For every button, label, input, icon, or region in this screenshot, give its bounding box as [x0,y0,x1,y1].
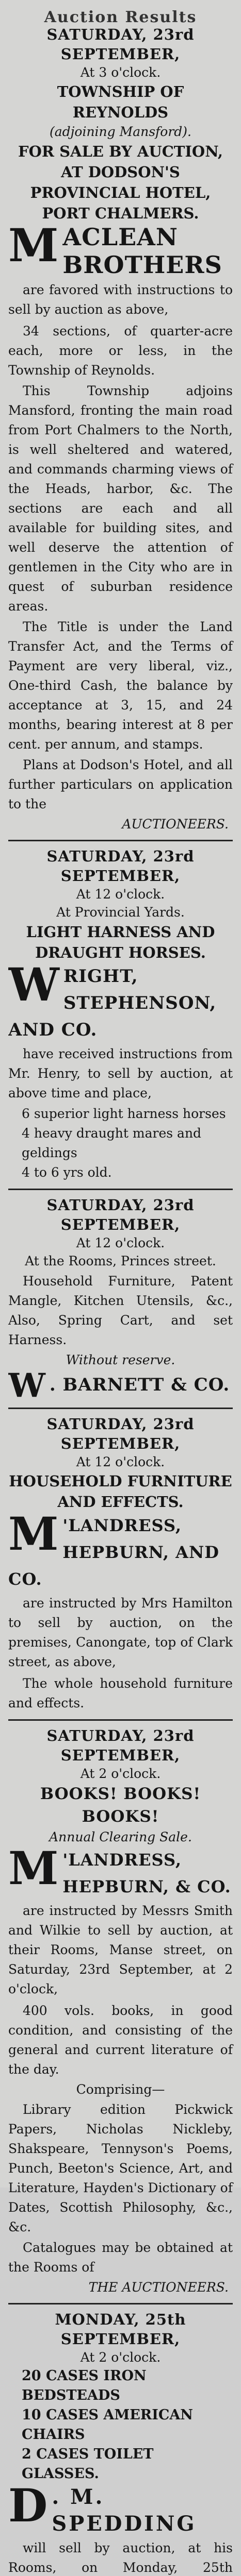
auctioneer-name: 'LANDRESS, HEPBURN, & CO. [62,1850,231,1896]
ad-paragraph: are favored with instructions to sell by auction as above, [8,282,233,317]
ad-paragraph: This Township adjoins Mansford, fronting the main road from Port Chalmers to the North, is well sheltered and watered, and commands charming views of the Heads, harbor, &c. The sections are each and all available for building sites, and well deserve the attention of gentlemen in the City who are in quest of suburban residence areas. [8,383,233,614]
lot-line: 2 CASES TOILET GLASSES. [22,2446,154,2482]
column-rule [8,1189,233,1190]
ad-line: AT DODSON'S PROVINCIAL HOTEL, [30,163,211,201]
ad-paragraph: 400 vols. books, in good condition, and consisting of the general and current literature of the day. [8,2003,233,2077]
drop-cap: W [8,963,59,1011]
ad-paragraph: The whole household furniture and effects. [8,1676,233,1710]
ad-paragraph: will sell by auction, at his Rooms, on Monday, 25th [8,2540,233,2575]
ad-paragraph: The Title is under the Land Transfer Act, and the Terms of Payment are very liberal, viz., One-third Cash, the balance by acceptance at 3, 15, and 24 months, bearing interest at 8 per cent. per annum, and stamps. [8,619,233,752]
ad-paragraph: Plans at Dodson's Hotel, and all further particulars on application to the [8,757,233,811]
drop-cap: M [8,224,59,272]
ad-line: PORT CHALMERS. [42,205,199,222]
ad-light-harness [8,846,233,1182]
auctioneer-name: ACLEAN BROTHERS [62,224,222,279]
column-heading: Auction Results [44,8,197,26]
drop-cap: M [8,1846,59,1895]
ad-date: MONDAY, 25th SEPTEMBER, [55,2311,186,2348]
lot-line: 10 CASES AMERICAN CHAIRS [22,2407,193,2443]
ad-paragraph: Comprising— [76,2082,165,2097]
auctioneer-name: RIGHT, STEPHENSON, AND CO. [8,966,217,1040]
auctioneer-name: . BARNETT & CO. [49,1375,230,1395]
ad-time: At 12 o'clock. [76,887,165,902]
lot-line: 4 to 6 yrs old. [22,1165,112,1180]
ad-date: SATURDAY, 23rd SEPTEMBER, [46,1415,195,1452]
drop-cap: D [8,2484,48,2532]
drop-cap: W [8,1369,45,1401]
ad-date: SATURDAY, 23rd SEPTEMBER, [46,1727,195,1764]
auctioneer-name: . M. SPEDDING [52,2485,197,2536]
ad-note: Without reserve. [66,1352,175,1367]
ad-township-reynolds [8,25,233,834]
column-rule [8,840,233,841]
ad-heading: TOWNSHIP OF REYNOLDS [57,83,184,121]
ad-place: At the Rooms, Princes street. [25,1253,216,1268]
ad-line: FOR SALE BY AUCTION, [18,143,223,160]
ad-household-effects [8,1414,233,1713]
ad-paragraph: Library edition Pickwick Papers, Nicholas Nickleby, Shakspeare, Tennyson's Poems, Punch, Beeton's Science, Art, and Literature, Hayden's Dictionary of Dates, Scottish Philosophy, &c., &c. [8,2102,233,2234]
ad-place: At Provincial Yards. [56,905,185,920]
ad-time: At 12 o'clock. [76,1454,165,1469]
ad-paragraph: Household Furniture, Patent Mangle, Kitchen Utensils, &c., Also, Spring Cart, and set Harness. [8,1274,233,1347]
ad-heading: BOOKS! BOOKS! BOOKS! [40,1785,201,1826]
ad-signature: AUCTIONEERS. [122,817,229,832]
ad-paragraph: are instructed by Mrs Hamilton to sell by auction, on the premises, Canongate, top of Clark street, as above, [8,1596,233,1669]
ad-date: SATURDAY, 23rd SEPTEMBER, [46,26,195,63]
ad-household-rooms [8,1195,233,1401]
ad-iron-bedsteads [8,2310,233,2576]
lot-line: 6 superior light harness horses [22,1106,226,1121]
column-rule [8,1408,233,1409]
ad-signature: THE AUCTIONEERS. [88,2280,229,2295]
ad-heading: LIGHT HARNESS AND DRAUGHT HORSES. [26,923,215,961]
ad-paragraph: are instructed by Messrs Smith and Wilkie to sell by auction, at their Rooms, Manse street, on Saturday, 23rd September, at 2 o'clock, [8,1903,233,1996]
drop-cap: M [8,1512,59,1561]
lot-line: 4 heavy draught mares and geldings [22,1126,202,1160]
lot-line: 20 CASES IRON BEDSTEADS [22,2368,147,2403]
ad-paragraph: Catalogues may be obtained at the Rooms of [8,2240,233,2275]
ad-date: SATURDAY, 23rd SEPTEMBER, [46,848,195,885]
ad-time: At 3 o'clock. [80,65,161,80]
auctioneer-name: 'LANDRESS, HEPBURN, AND CO. [8,1516,219,1589]
column-rule [8,1719,233,1721]
ad-time: At 2 o'clock. [80,1766,161,1781]
ad-time: At 12 o'clock. [76,1235,165,1250]
ad-heading: HOUSEHOLD FURNITURE AND EFFECTS. [9,1472,232,1511]
ad-time: At 2 o'clock. [80,2350,161,2365]
ad-books [8,1726,233,2297]
column-rule [8,2303,233,2304]
ad-date: SATURDAY, 23rd SEPTEMBER, [46,1196,195,1233]
ad-paragraph: have received instructions from Mr. Henry, to sell by auction, at above time and place, [8,1046,233,1100]
ad-subheading: (adjoining Mansford). [50,124,191,139]
ad-subheading: Annual Clearing Sale. [49,1829,192,1844]
ad-paragraph: 34 sections, of quarter-acre each, more or less, in the Township of Reynolds. [8,324,233,378]
